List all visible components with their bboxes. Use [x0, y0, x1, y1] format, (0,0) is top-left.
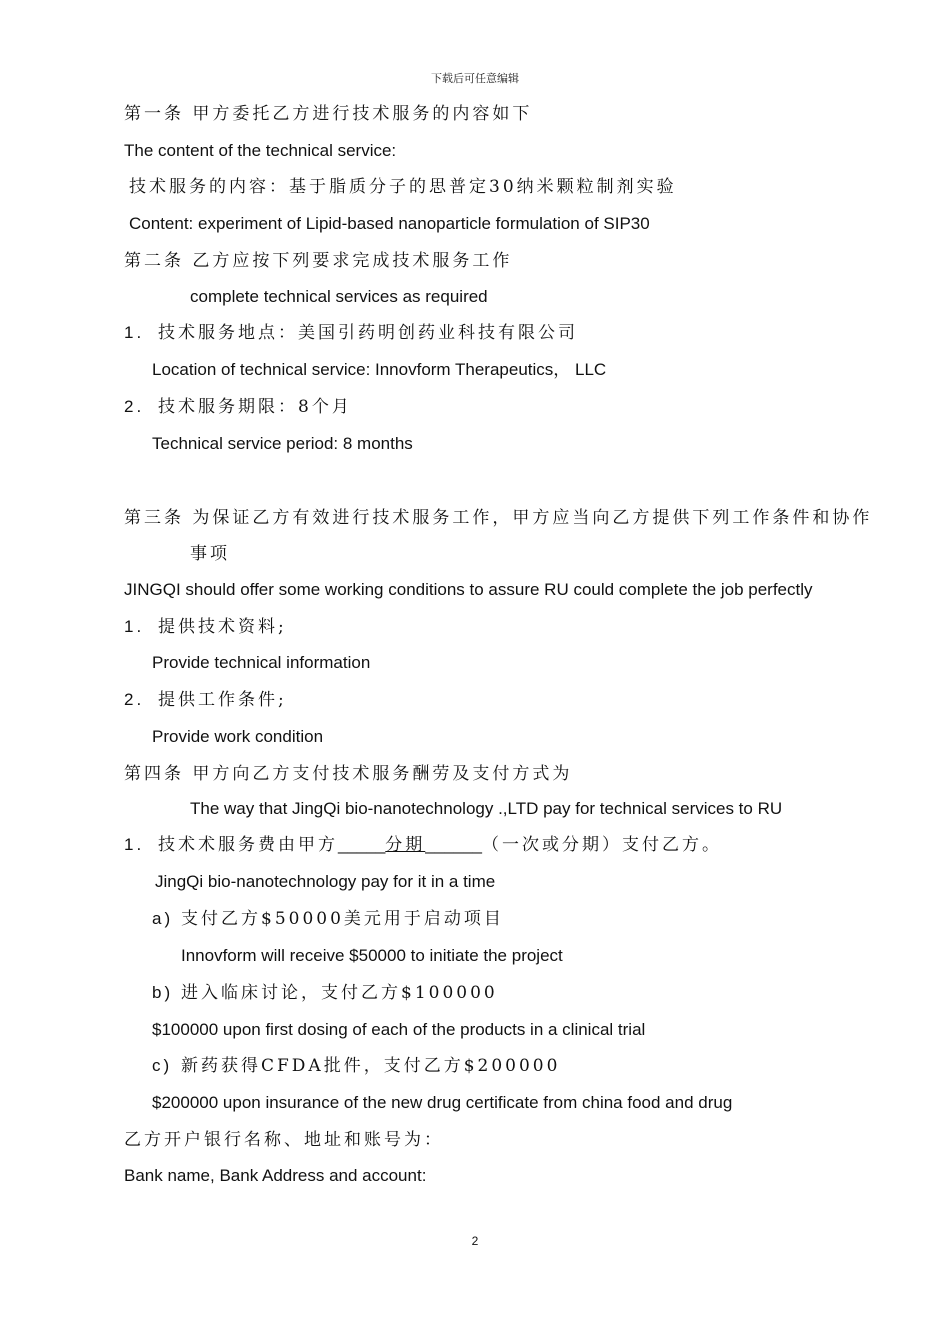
article1-heading-en: The content of the technical service:: [124, 141, 397, 160]
payment-method-fill: 分期: [385, 835, 426, 855]
article3-heading-cn-line2: 事项: [190, 544, 230, 564]
list-number: 1.: [124, 323, 145, 342]
sub-label: c): [152, 1056, 173, 1075]
article3-item1-cn: 提供技术资料;: [158, 617, 287, 637]
article4-item1-cn-a: 技术术服务费由甲方: [158, 835, 338, 855]
article2-heading-cn: 第二条 乙方应按下列要求完成技术服务工作: [124, 251, 513, 271]
list-number: 2.: [124, 690, 145, 709]
sub-label: a): [152, 909, 174, 928]
article1-content-cn: 技术服务的内容：基于脂质分子的思普定30纳米颗粒制剂实验: [129, 177, 677, 197]
payment-blank-post: ______: [425, 835, 483, 854]
article4-sub-b-cn: 进入临床讨论，支付乙方$100000: [181, 983, 498, 1003]
article4-sub-b-en: $100000 upon first dosing of each of the products in a clinical trial: [152, 1020, 646, 1039]
article2-item2: [124, 396, 352, 418]
article4-sub-c: [152, 1055, 560, 1077]
article2-heading-en: complete technical services as required: [190, 287, 488, 306]
article4-sub-c-cn: 新药获得CFDA批件，支付乙方$200000: [181, 1056, 561, 1076]
article2-item2-en: Technical service period: 8 months: [152, 434, 413, 453]
article3-item2: [124, 689, 287, 711]
article3-item1: [124, 616, 287, 638]
article2-item1-cn: 技术服务地点：美国引药明创药业科技有限公司: [158, 323, 578, 343]
article4-item1-en: JingQi bio-nanotechnology pay for it in a time: [155, 872, 496, 891]
bank-info-en: Bank name, Bank Address and account:: [124, 1166, 427, 1185]
list-number: 1.: [124, 835, 145, 854]
article3-item2-en: Provide work condition: [152, 727, 324, 746]
article1-content-en: Content: experiment of Lipid-based nanoparticle formulation of SIP30: [129, 214, 650, 233]
article3-heading-cn-line1: 第三条 为保证乙方有效进行技术服务工作，甲方应当向乙方提供下列工作条件和协作: [124, 508, 873, 528]
page-number: 2: [471, 1234, 479, 1248]
sub-label: b): [152, 983, 174, 1002]
list-number: 2.: [124, 397, 145, 416]
article3-item1-en: Provide technical information: [152, 653, 371, 672]
bank-info-cn: 乙方开户银行名称、地址和账号为：: [124, 1130, 444, 1150]
article3-heading-en: JINGQI should offer some working conditions to assure RU could complete the job perfectly: [124, 580, 813, 599]
article4-item1-cn-b: （一次或分期）支付乙方。: [482, 835, 723, 855]
page-header: 下载后可任意编辑: [431, 72, 519, 85]
article4-sub-c-en: $200000 upon insurance of the new drug certificate from china food and drug: [152, 1093, 733, 1112]
article4-item1: [124, 834, 722, 856]
article4-sub-a-cn: 支付乙方$50000美元用于启动项目: [181, 909, 504, 929]
article4-heading-en: The way that JingQi bio-nanotechnology .,LTD pay for technical services to RU: [190, 799, 783, 818]
article3-item2-cn: 提供工作条件;: [158, 690, 287, 710]
article1-heading-cn: 第一条 甲方委托乙方进行技术服务的内容如下: [124, 104, 533, 124]
article2-item1: [124, 322, 578, 344]
article4-heading-cn: 第四条 甲方向乙方支付技术服务酬劳及支付方式为: [124, 764, 573, 784]
payment-blank-pre: _____: [338, 835, 386, 854]
article2-item2-cn: 技术服务期限：8个月: [158, 397, 352, 417]
list-number: 1.: [124, 617, 145, 636]
article4-sub-a-en: Innovform will receive $50000 to initiate the project: [181, 946, 563, 965]
article4-sub-a: [152, 908, 504, 930]
article4-sub-b: [152, 982, 498, 1004]
article2-item1-en: Location of technical service: Innovform Therapeutics， LLC: [152, 360, 607, 379]
